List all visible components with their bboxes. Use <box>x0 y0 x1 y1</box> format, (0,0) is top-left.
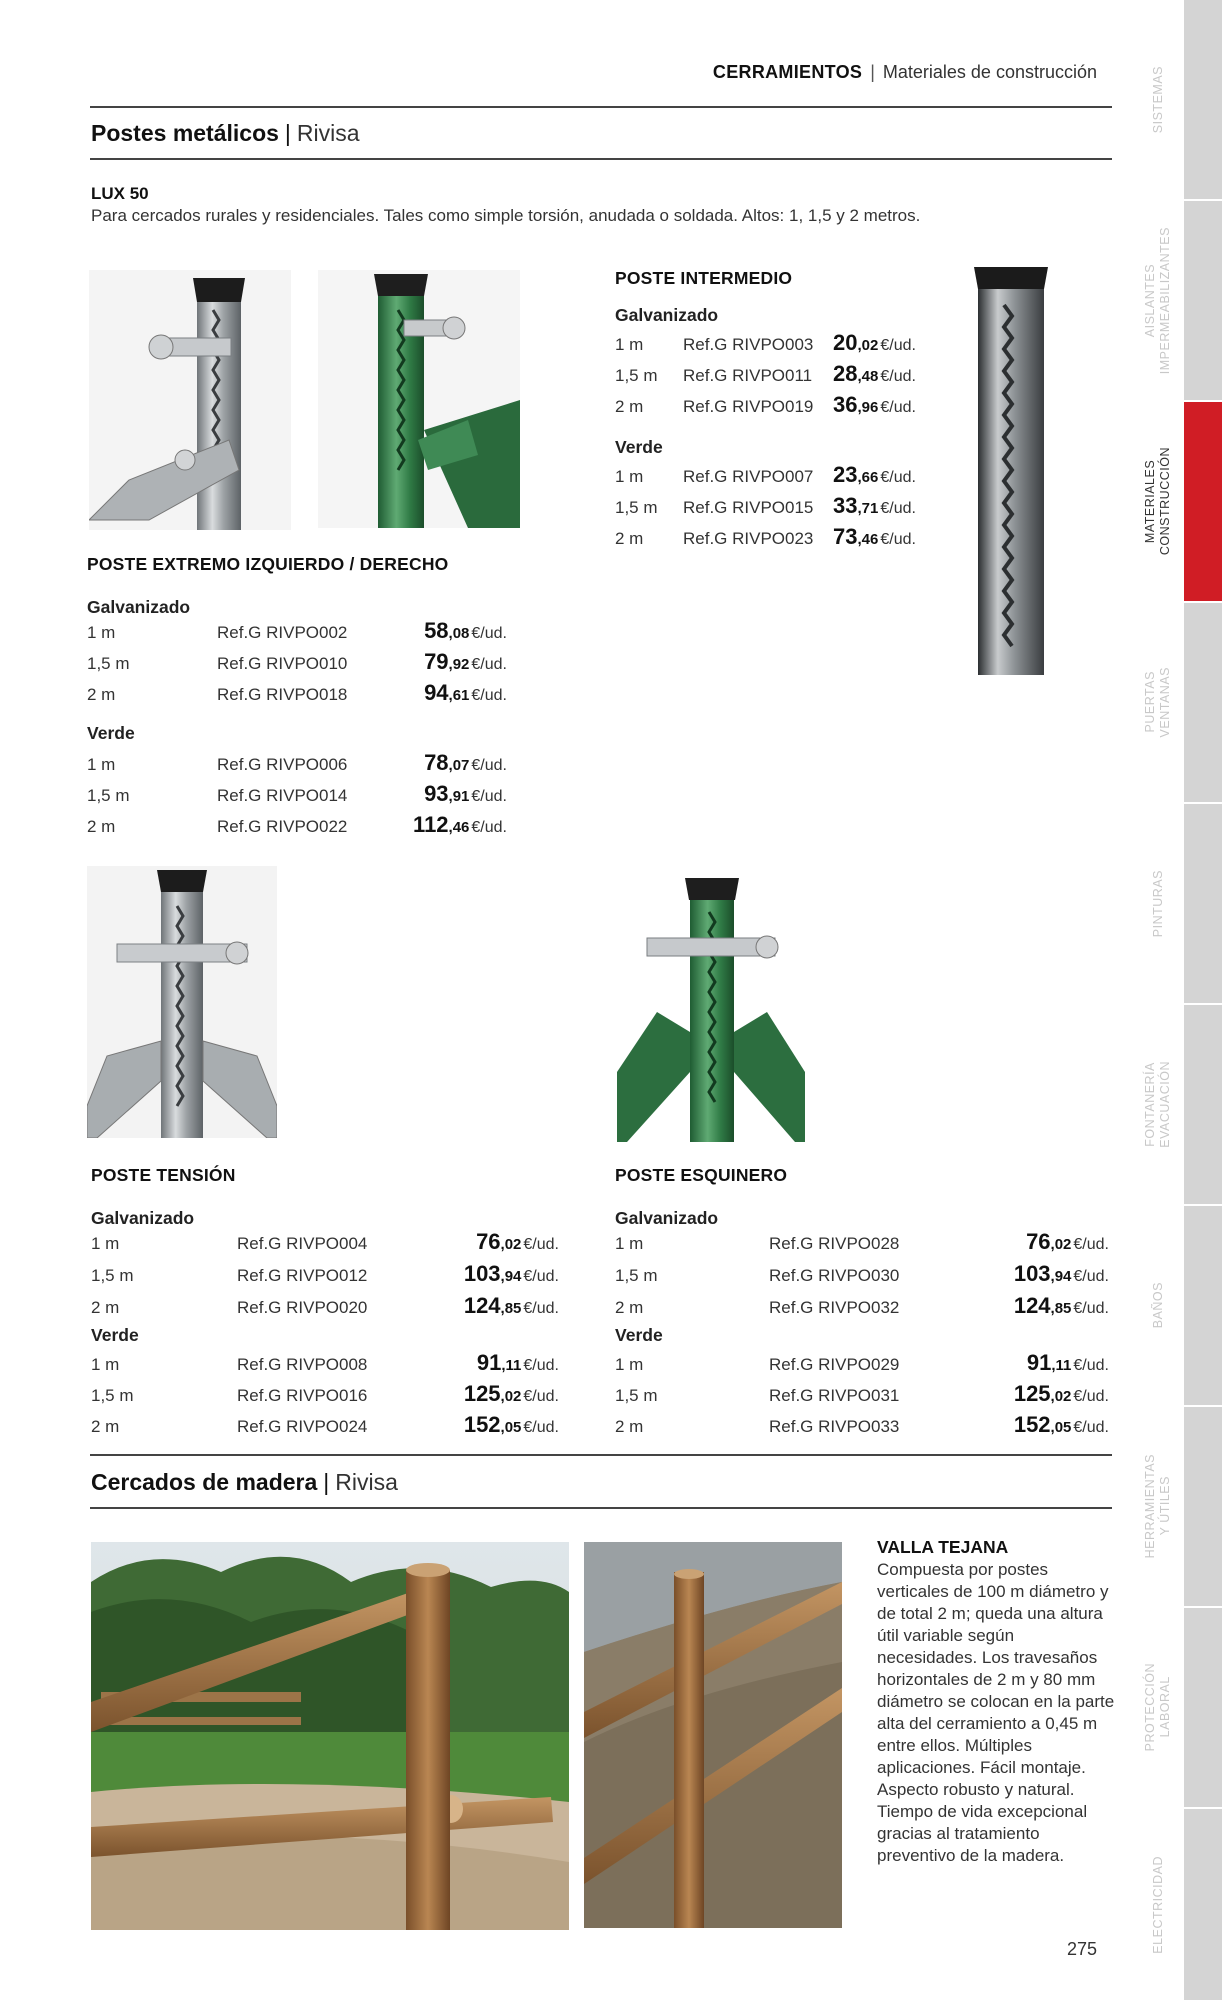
size-cell: 2 m <box>615 1298 644 1317</box>
section-title-text: Postes metálicos <box>91 120 279 146</box>
price-row <box>615 462 916 493</box>
title-separator: | <box>284 120 291 146</box>
price-decimal: ,46 <box>857 531 879 548</box>
photo-intermediate-post <box>970 265 1052 675</box>
side-tab-pinturas[interactable] <box>1184 804 1222 1003</box>
price-unit: €/ud. <box>880 469 916 486</box>
price-cell <box>833 392 916 423</box>
price-cell <box>437 1381 559 1412</box>
price-unit: €/ud. <box>471 625 507 642</box>
price-row <box>91 1229 559 1261</box>
price-decimal: ,71 <box>857 500 879 517</box>
side-tab-label: BAÑOS <box>1150 1282 1165 1329</box>
price-decimal: ,02 <box>500 1236 522 1253</box>
price-integer: 152 <box>463 1412 501 1437</box>
variant-label: Galvanizado <box>615 305 719 325</box>
price-cell <box>387 649 507 680</box>
price-row <box>615 1229 1109 1261</box>
size-cell: 1 m <box>91 1234 120 1253</box>
price-row <box>615 524 916 555</box>
divider <box>90 158 1112 160</box>
price-decimal: ,08 <box>448 625 470 642</box>
price-row <box>615 330 916 361</box>
price-unit: €/ud. <box>471 788 507 805</box>
price-decimal: ,94 <box>500 1268 522 1285</box>
product-title: POSTE EXTREMO IZQUIERDO / DERECHO <box>87 554 449 574</box>
side-tab-electricidad[interactable] <box>1184 1809 1222 2000</box>
price-integer: 36 <box>833 392 858 417</box>
price-unit: €/ud. <box>1073 1357 1109 1374</box>
price-decimal: ,96 <box>857 399 879 416</box>
variant-label: Galvanizado <box>91 1208 195 1228</box>
price-row <box>87 750 507 781</box>
price-table <box>91 1229 559 1325</box>
price-decimal: ,02 <box>857 337 879 354</box>
price-row <box>87 618 507 649</box>
size-cell: 1 m <box>615 1355 644 1374</box>
reference-cell: Ref.G RIVPO006 <box>217 755 348 774</box>
reference-cell: Ref.G RIVPO012 <box>237 1266 368 1285</box>
price-cell <box>437 1412 559 1443</box>
size-cell: 1,5 m <box>615 366 658 385</box>
size-cell: 1 m <box>91 1355 120 1374</box>
side-tab-label: FONTANERÍA EVACUACIÓN <box>1143 1061 1172 1148</box>
price-decimal: ,07 <box>448 757 470 774</box>
divider <box>90 106 1112 108</box>
photo-galvanized-end-post <box>89 270 291 530</box>
product-block-poste-tension <box>91 1165 559 1443</box>
photo-galvanized-tension-post <box>87 866 277 1138</box>
price-cell <box>833 361 916 392</box>
price-integer: 33 <box>833 493 858 518</box>
side-tab-materiales-construccion[interactable] <box>1184 402 1222 601</box>
price-row <box>87 781 507 812</box>
price-integer: 125 <box>463 1381 501 1406</box>
photo-green-end-post <box>318 270 520 528</box>
price-integer: 58 <box>424 618 449 643</box>
reference-cell: Ref.G RIVPO004 <box>237 1234 368 1253</box>
price-unit: €/ud. <box>471 656 507 673</box>
size-cell: 2 m <box>87 817 116 836</box>
price-cell <box>969 1381 1109 1412</box>
size-cell: 1 m <box>615 467 644 486</box>
product-line-title: LUX 50 <box>91 184 149 203</box>
header-subcategory: Materiales de construcción <box>882 62 1097 82</box>
price-integer: 91 <box>1026 1350 1052 1375</box>
variant-label: Verde <box>615 437 663 457</box>
price-unit: €/ud. <box>1073 1388 1109 1405</box>
side-tab-label: HERRAMIENTAS Y ÚTILES <box>1143 1454 1172 1559</box>
price-unit: €/ud. <box>471 757 507 774</box>
title-separator: | <box>323 1469 330 1495</box>
price-cell <box>833 493 916 524</box>
size-cell: 1 m <box>615 335 644 354</box>
price-unit: €/ud. <box>523 1419 559 1436</box>
price-cell <box>437 1350 559 1381</box>
price-row <box>615 1381 1109 1412</box>
price-row <box>615 493 916 524</box>
side-tab-label-active: MATERIALES CONSTRUCCIÓN <box>1143 447 1172 556</box>
size-cell: 2 m <box>91 1298 120 1317</box>
price-cell <box>969 1293 1109 1325</box>
reference-cell: Ref.G RIVPO010 <box>217 654 348 673</box>
price-integer: 124 <box>1013 1293 1051 1318</box>
photo-green-corner-post <box>617 872 805 1142</box>
side-tab-puertas-ventanas[interactable] <box>1184 603 1222 802</box>
side-tab-herramientas[interactable] <box>1184 1407 1222 1606</box>
side-tab-strip <box>1184 0 1222 2000</box>
price-decimal: ,85 <box>500 1300 522 1317</box>
price-cell <box>387 781 507 812</box>
side-tab-sistemas[interactable] <box>1184 0 1222 199</box>
size-cell: 1,5 m <box>615 498 658 517</box>
side-tab-label: PINTURAS <box>1150 869 1165 938</box>
price-decimal: ,02 <box>1050 1388 1072 1405</box>
page-header <box>713 62 1097 83</box>
reference-cell: Ref.G RIVPO018 <box>217 685 348 704</box>
price-row <box>87 680 507 711</box>
divider <box>90 1454 1112 1456</box>
price-integer: 94 <box>424 680 449 705</box>
reference-cell: Ref.G RIVPO022 <box>217 817 348 836</box>
price-integer: 152 <box>1013 1412 1051 1437</box>
price-row <box>87 812 507 843</box>
price-unit: €/ud. <box>471 687 507 704</box>
price-unit: €/ud. <box>1073 1236 1109 1253</box>
price-cell <box>387 750 507 781</box>
price-row <box>615 1293 1109 1325</box>
variant-label: Verde <box>91 1325 139 1345</box>
price-decimal: ,11 <box>1051 1357 1072 1374</box>
size-cell: 1,5 m <box>87 786 130 805</box>
divider <box>90 1507 1112 1509</box>
price-integer: 20 <box>833 330 858 355</box>
price-unit: €/ud. <box>880 500 916 517</box>
price-decimal: ,66 <box>857 469 879 486</box>
price-decimal: ,48 <box>857 368 879 385</box>
photo-wood-fence-park <box>91 1542 569 1930</box>
side-tab-label: SISTEMAS <box>1150 65 1165 134</box>
price-row <box>615 392 916 423</box>
reference-cell: Ref.G RIVPO015 <box>683 498 814 517</box>
reference-cell: Ref.G RIVPO023 <box>683 529 814 548</box>
price-cell <box>387 680 507 711</box>
photo-wood-fence-slope <box>584 1542 842 1928</box>
product-title: POSTE TENSIÓN <box>91 1165 236 1185</box>
price-unit: €/ud. <box>880 337 916 354</box>
valla-tejana-description: Compuesta por postes verticales de 100 m diámetro y de total 2 m; queda una altura útil variable según necesidades. Los travesaños horizontales de 2 m y 80 mm diámetro se colocan en la parte alta del cerramiento a 0,45 m entre ellos. Múltiples aplicaciones. Fácil montaje. Aspecto robusto y natural. Tiempo de vida excepcional gracias al tratamiento preventivo de la madera. <box>877 1560 1115 1865</box>
reference-cell: Ref.G RIVPO029 <box>769 1355 900 1374</box>
size-cell: 1 m <box>87 623 116 642</box>
product-title: POSTE ESQUINERO <box>615 1165 788 1185</box>
size-cell: 1 m <box>87 755 116 774</box>
price-row <box>615 361 916 392</box>
price-decimal: ,11 <box>501 1357 522 1374</box>
price-integer: 76 <box>1026 1229 1051 1254</box>
side-tab-banos[interactable] <box>1184 1206 1222 1405</box>
page-number: 275 <box>1067 1939 1098 1959</box>
price-table <box>91 1350 559 1443</box>
price-cell <box>437 1229 559 1261</box>
section-title <box>91 120 360 147</box>
price-integer: 23 <box>833 462 858 487</box>
side-tab-fontaneria[interactable] <box>1184 1005 1222 1204</box>
price-integer: 103 <box>463 1261 501 1286</box>
price-integer: 112 <box>413 812 449 837</box>
price-decimal: ,46 <box>448 819 470 836</box>
price-table <box>615 1350 1109 1443</box>
reference-cell: Ref.G RIVPO003 <box>683 335 814 354</box>
header-category: CERRAMIENTOS <box>712 62 863 82</box>
price-decimal: ,05 <box>500 1419 522 1436</box>
price-decimal: ,61 <box>448 687 470 704</box>
variant-label: Galvanizado <box>87 597 191 617</box>
price-decimal: ,02 <box>1050 1236 1072 1253</box>
price-integer: 76 <box>476 1229 501 1254</box>
product-block-poste-esquinero <box>615 1165 1109 1443</box>
product-block-poste-extremo <box>87 554 507 843</box>
price-unit: €/ud. <box>523 1300 559 1317</box>
reference-cell: Ref.G RIVPO020 <box>237 1298 368 1317</box>
side-tab-label: PUERTAS VENTANAS <box>1143 667 1172 738</box>
size-cell: 1,5 m <box>91 1386 134 1405</box>
size-cell: 1,5 m <box>87 654 130 673</box>
price-table <box>87 618 507 711</box>
size-cell: 1,5 m <box>615 1386 658 1405</box>
price-row <box>91 1261 559 1293</box>
price-decimal: ,91 <box>448 788 470 805</box>
size-cell: 2 m <box>87 685 116 704</box>
reference-cell: Ref.G RIVPO011 <box>683 366 813 385</box>
reference-cell: Ref.G RIVPO024 <box>237 1417 368 1436</box>
side-tab-label: PROTECCIÓN LABORAL <box>1143 1663 1172 1752</box>
price-cell <box>833 462 916 493</box>
size-cell: 2 m <box>615 397 644 416</box>
size-cell: 2 m <box>615 529 644 548</box>
price-decimal: ,92 <box>448 656 470 673</box>
price-integer: 73 <box>833 524 858 549</box>
section-brand: Rivisa <box>335 1469 398 1495</box>
price-integer: 91 <box>476 1350 502 1375</box>
price-row <box>91 1350 559 1381</box>
price-unit: €/ud. <box>1073 1268 1109 1285</box>
price-row <box>615 1261 1109 1293</box>
price-integer: 103 <box>1013 1261 1051 1286</box>
price-integer: 78 <box>424 750 449 775</box>
product-line-description: Para cercados rurales y residenciales. Tales como simple torsión, anudada o soldada. Altos: 1, 1,5 y 2 metros. <box>91 206 921 225</box>
reference-cell: Ref.G RIVPO008 <box>237 1355 368 1374</box>
price-unit: €/ud. <box>523 1357 559 1374</box>
price-integer: 79 <box>424 649 449 674</box>
price-integer: 28 <box>833 361 858 386</box>
price-cell <box>437 1261 559 1293</box>
variant-label: Galvanizado <box>615 1208 719 1228</box>
price-unit: €/ud. <box>523 1236 559 1253</box>
price-row <box>91 1293 559 1325</box>
price-decimal: ,05 <box>1050 1419 1072 1436</box>
price-cell <box>387 618 507 649</box>
header-separator: | <box>870 62 875 82</box>
size-cell: 2 m <box>615 1417 644 1436</box>
price-cell <box>437 1293 559 1325</box>
price-cell <box>969 1412 1109 1443</box>
price-unit: €/ud. <box>880 399 916 416</box>
price-integer: 93 <box>424 781 449 806</box>
price-cell <box>969 1261 1109 1293</box>
price-row <box>615 1412 1109 1443</box>
size-cell: 1,5 m <box>91 1266 134 1285</box>
price-decimal: ,94 <box>1050 1268 1072 1285</box>
reference-cell: Ref.G RIVPO014 <box>217 786 348 805</box>
product-title: POSTE INTERMEDIO <box>615 268 793 288</box>
price-unit: €/ud. <box>880 531 916 548</box>
price-row <box>91 1412 559 1443</box>
price-integer: 125 <box>1013 1381 1051 1406</box>
variant-label: Verde <box>87 723 135 743</box>
price-unit: €/ud. <box>523 1388 559 1405</box>
price-unit: €/ud. <box>523 1268 559 1285</box>
price-unit: €/ud. <box>471 819 507 836</box>
price-table <box>615 1229 1109 1325</box>
price-decimal: ,85 <box>1050 1300 1072 1317</box>
price-cell <box>833 330 916 361</box>
price-unit: €/ud. <box>880 368 916 385</box>
price-table <box>615 330 916 423</box>
side-tab-aislantes[interactable] <box>1184 201 1222 400</box>
reference-cell: Ref.G RIVPO030 <box>769 1266 900 1285</box>
price-cell <box>969 1350 1109 1381</box>
reference-cell: Ref.G RIVPO019 <box>683 397 814 416</box>
price-integer: 124 <box>463 1293 501 1318</box>
reference-cell: Ref.G RIVPO033 <box>769 1417 900 1436</box>
reference-cell: Ref.G RIVPO007 <box>683 467 814 486</box>
price-unit: €/ud. <box>1073 1300 1109 1317</box>
size-cell: 1,5 m <box>615 1266 658 1285</box>
price-cell <box>969 1229 1109 1261</box>
reference-cell: Ref.G RIVPO002 <box>217 623 348 642</box>
price-unit: €/ud. <box>1073 1419 1109 1436</box>
price-table <box>87 750 507 843</box>
price-row <box>615 1350 1109 1381</box>
section-title-text: Cercados de madera <box>91 1469 318 1495</box>
price-decimal: ,02 <box>500 1388 522 1405</box>
price-table <box>615 462 916 555</box>
price-row <box>91 1381 559 1412</box>
reference-cell: Ref.G RIVPO016 <box>237 1386 368 1405</box>
size-cell: 2 m <box>91 1417 120 1436</box>
side-tab-label: ELECTRICIDAD <box>1150 1855 1165 1954</box>
reference-cell: Ref.G RIVPO028 <box>769 1234 900 1253</box>
valla-tejana-title: VALLA TEJANA <box>877 1537 1009 1557</box>
price-cell <box>387 812 507 843</box>
side-tab-proteccion[interactable] <box>1184 1608 1222 1807</box>
side-tab-label: AISLANTES IMPERMEABILIZANTES <box>1143 226 1172 375</box>
section-title <box>91 1469 398 1496</box>
reference-cell: Ref.G RIVPO032 <box>769 1298 900 1317</box>
section-brand: Rivisa <box>296 120 360 146</box>
product-block-poste-intermedio <box>615 268 916 555</box>
price-row <box>87 649 507 680</box>
price-cell <box>833 524 916 555</box>
reference-cell: Ref.G RIVPO031 <box>769 1386 900 1405</box>
size-cell: 1 m <box>615 1234 644 1253</box>
variant-label: Verde <box>615 1325 663 1345</box>
